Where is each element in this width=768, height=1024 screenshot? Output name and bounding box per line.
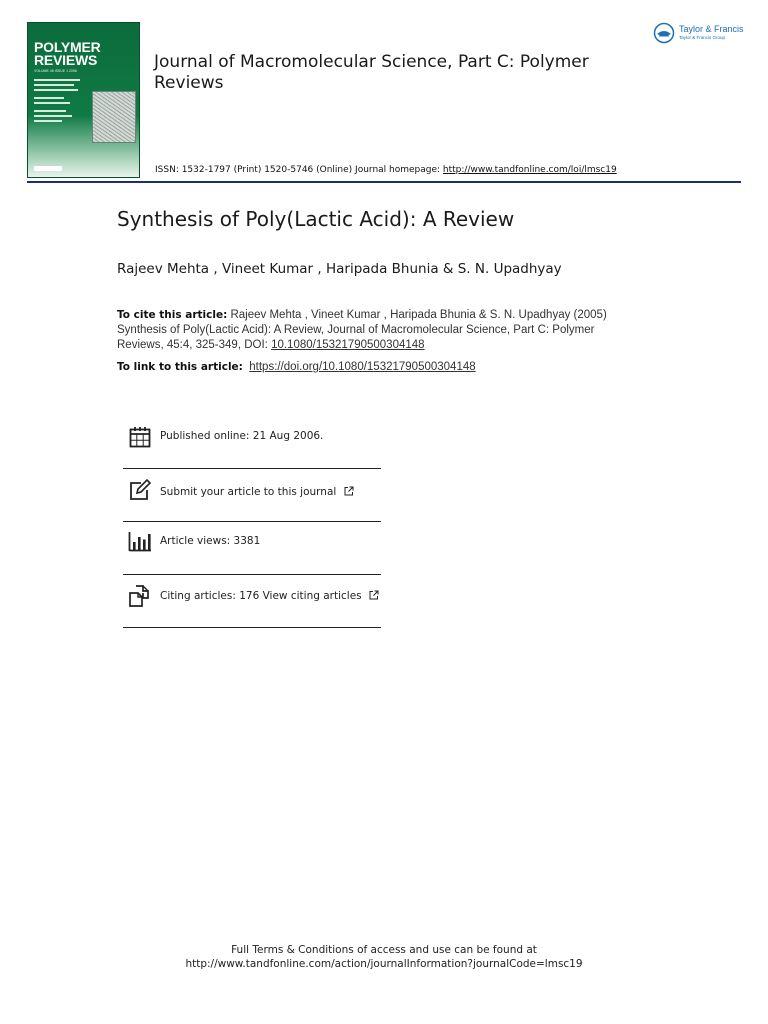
submit-text[interactable]: Submit your article to this journal <box>160 486 337 498</box>
journal-title: Journal of Macromolecular Science, Part C: Polymer Reviews <box>154 52 589 93</box>
doi-link[interactable]: 10.1080/15321790500304148 <box>271 339 425 351</box>
published-text: Published online: 21 Aug 2006. <box>160 430 324 442</box>
cover-publisher-mark <box>34 166 62 171</box>
cover-title <box>34 41 101 67</box>
article-doi-url-link[interactable]: https://doi.org/10.1080/15321790500304148 <box>249 361 476 373</box>
calendar-icon <box>128 425 152 449</box>
citing-text[interactable]: Citing articles: 176 View citing articles <box>160 590 362 602</box>
footer-line1: Full Terms & Conditions of access and use can be found at <box>231 944 537 956</box>
submit-row[interactable] <box>123 478 381 518</box>
citing-row[interactable] <box>123 584 381 624</box>
article-title: Synthesis of Poly(Lactic Acid): A Review <box>117 207 515 231</box>
issn-line <box>155 165 617 175</box>
issn-text: ISSN: 1532-1797 (Print) 1520-5746 (Online) Journal homepage: <box>155 165 443 175</box>
publisher-logo-icon <box>653 22 675 44</box>
cite-label: To cite this article: <box>117 309 228 321</box>
citation-block <box>117 308 637 353</box>
bar-chart-icon <box>128 530 152 554</box>
external-link-icon <box>344 486 354 496</box>
submit-article-link[interactable] <box>160 486 354 498</box>
external-link-icon <box>369 590 379 600</box>
article-link-line <box>117 361 476 373</box>
citing-articles-link[interactable] <box>160 590 379 602</box>
article-authors: Rajeev Mehta , Vineet Kumar , Haripada Bhunia & S. N. Upadhyay <box>117 261 562 277</box>
publisher-logo <box>653 22 745 48</box>
terms-footer <box>0 943 768 971</box>
published-row <box>123 425 381 465</box>
cover-title-line2: REVIEWS <box>34 52 98 68</box>
cover-text-lines <box>34 79 84 125</box>
cover-title-line1: POLYMER <box>34 39 101 55</box>
journal-cover-image <box>27 22 140 178</box>
views-row <box>123 530 381 570</box>
edit-icon <box>128 478 152 502</box>
info-divider <box>123 521 381 522</box>
info-divider <box>123 468 381 469</box>
views-text: Article views: 3381 <box>160 535 261 547</box>
cite-text: Rajeev Mehta , Vineet Kumar , Haripada Bhunia & S. N. Upadhyay (2005) Synthesis of Poly(Lactic Acid): A Review, Journal of Macromolecular Science, Part C: Polymer Reviews, 45:4, 325-349, DOI: <box>117 309 607 351</box>
publisher-name: Taylor & Francis <box>679 24 744 34</box>
citing-articles-icon <box>128 584 152 608</box>
journal-homepage-link[interactable]: http://www.tandfonline.com/loi/lmsc19 <box>442 165 617 175</box>
cover-volume-line: VOLUME 46 ISSUE 1 2006 <box>34 69 77 73</box>
link-label: To link to this article: <box>117 361 243 373</box>
info-divider <box>123 627 381 628</box>
footer-terms-link[interactable]: http://www.tandfonline.com/action/journalInformation?journalCode=lmsc19 <box>185 958 583 970</box>
publisher-subname: Taylor & Francis Group <box>679 35 726 40</box>
info-divider <box>123 574 381 575</box>
cover-micrograph-image <box>92 91 136 143</box>
header-divider <box>27 181 741 183</box>
